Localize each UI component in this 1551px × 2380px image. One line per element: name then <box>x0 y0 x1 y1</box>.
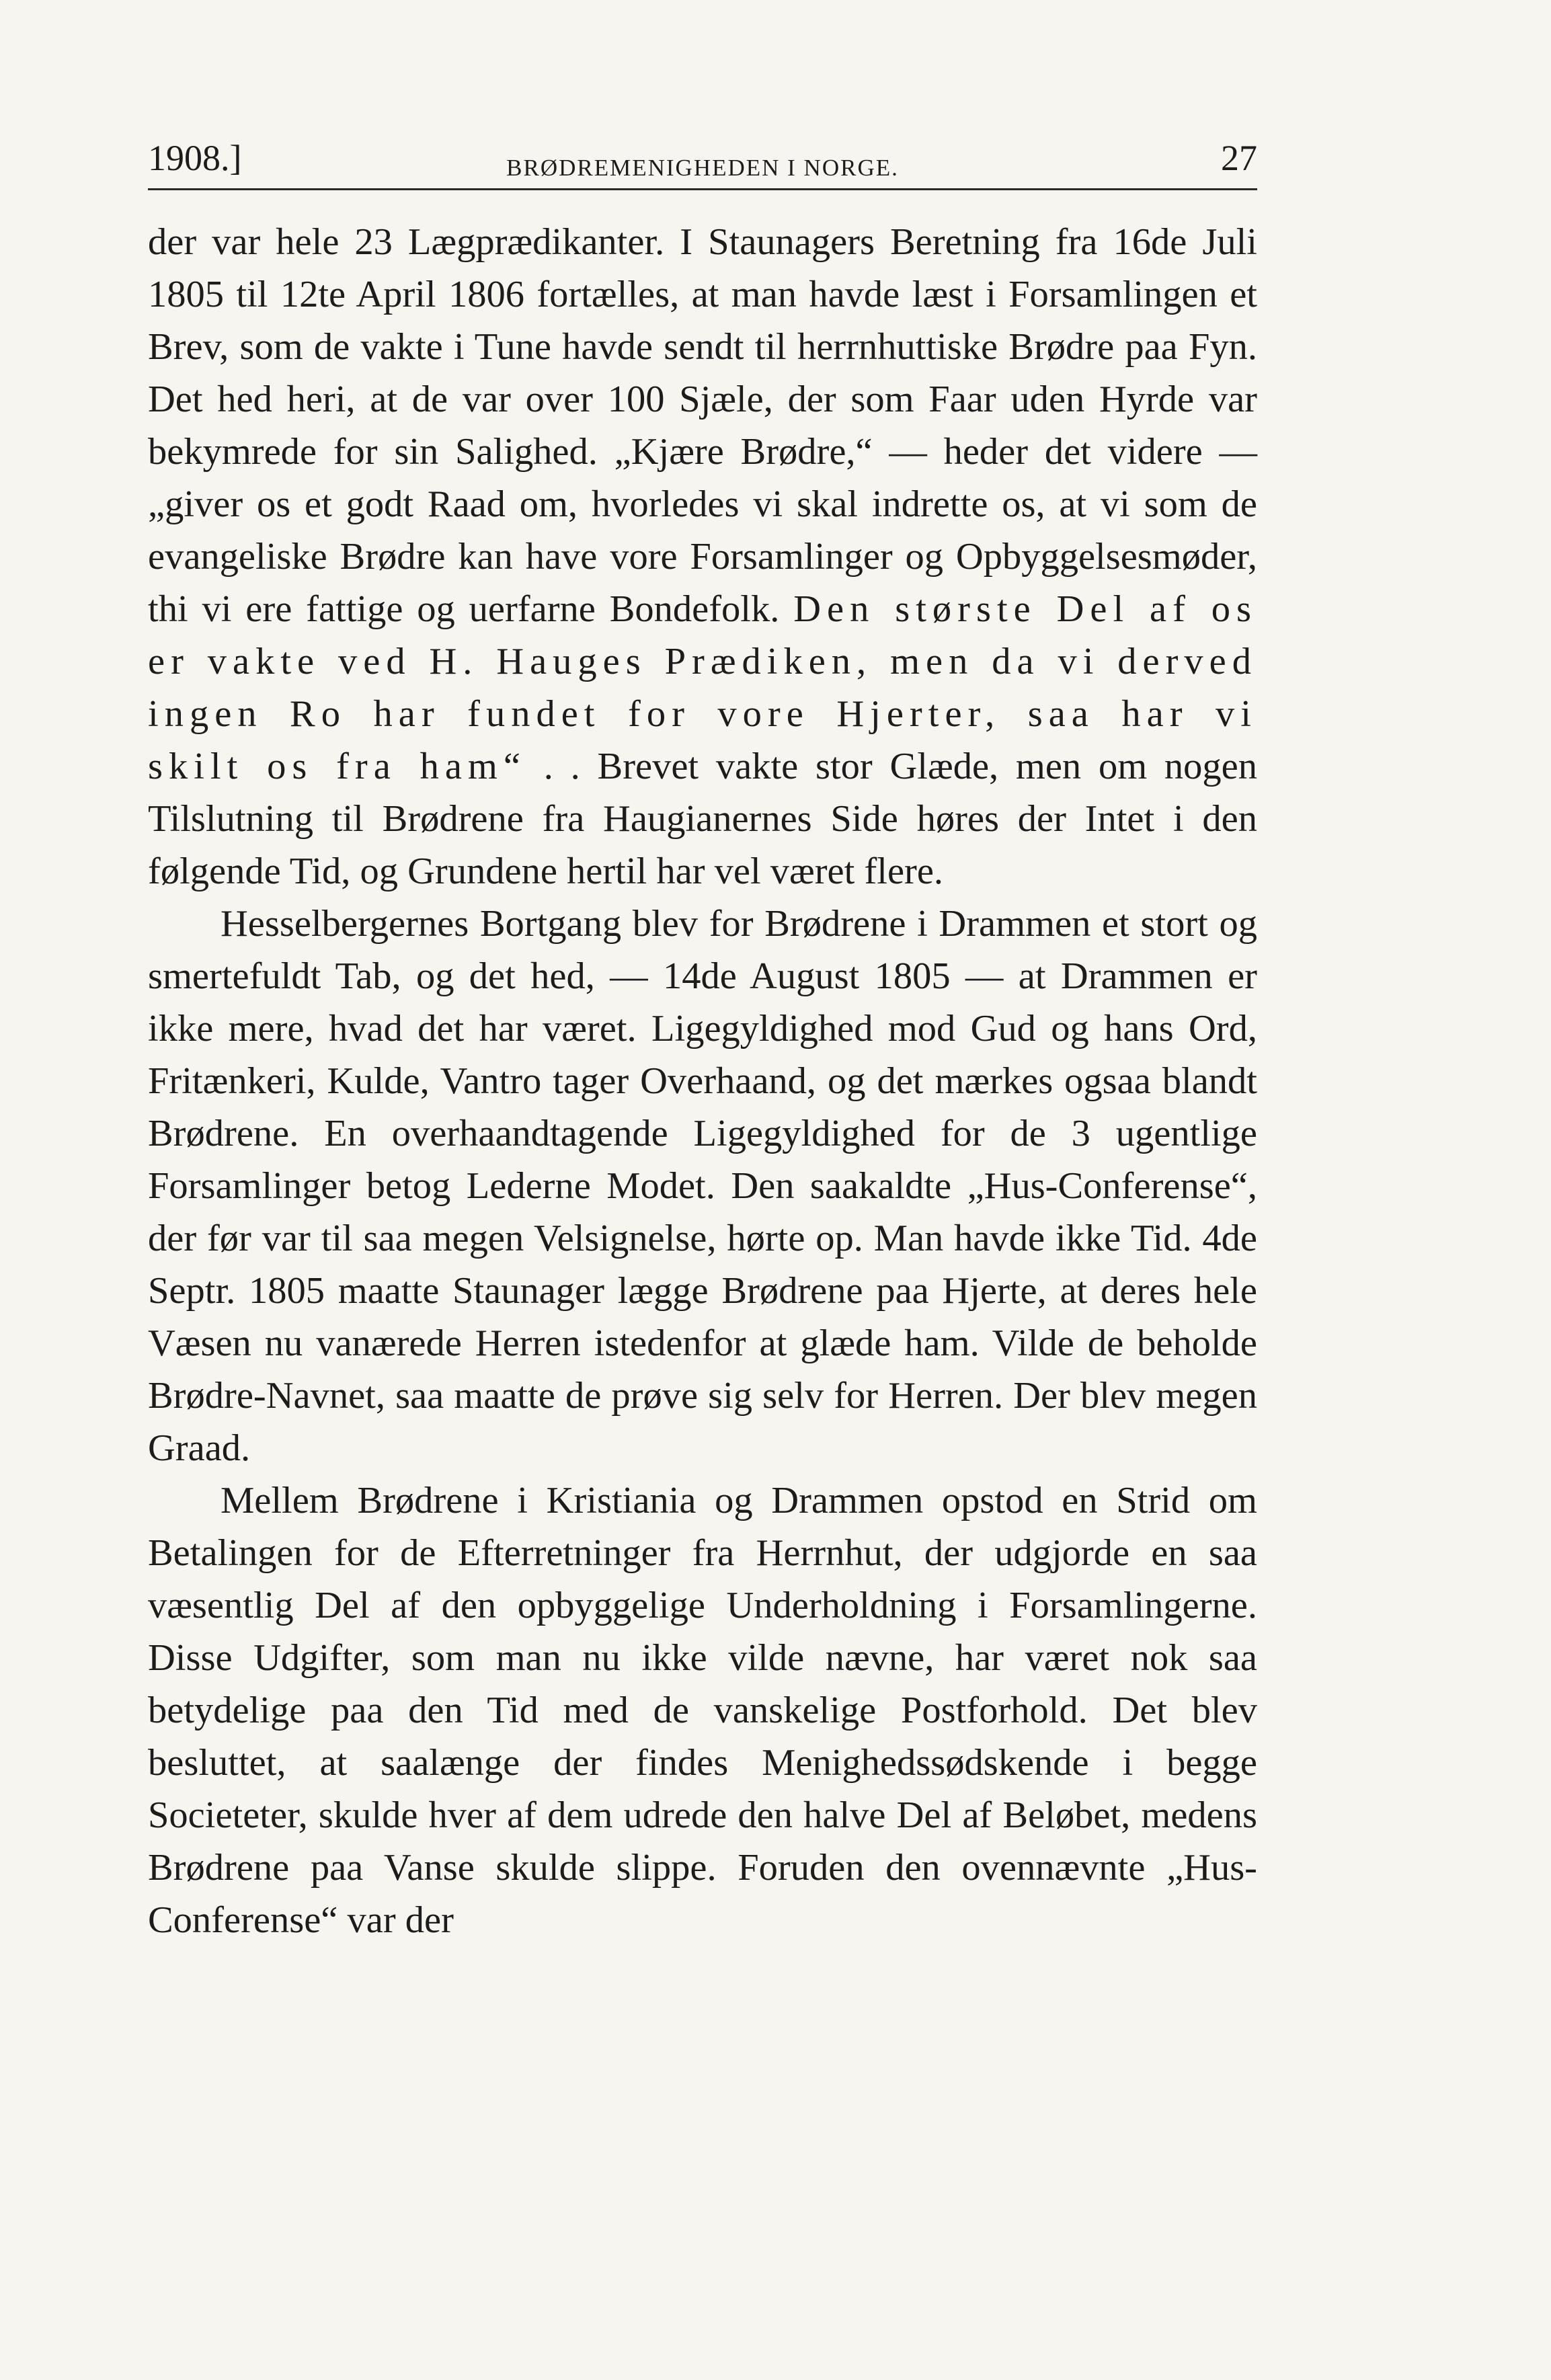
paragraph-1-text: der var hele 23 Lægprædikanter. I Staunagers Beretning fra 16de Juli 1805 til 12te April 1806 fortælles, at man havde læst i Forsamlingen et Brev, som de vakte i Tune havde sendt til herrnhuttiske Brødre paa Fyn. Det hed heri, at de var over 100 Sjæle, der som Faar uden Hyrde var bekymrede for sin Salighed. „Kjære Brødre,“ — heder det videre — „giver os et godt Raad om, hvorledes vi skal indrette os, at vi som de evangeliske Brødre kan have vore Forsamlinger og Opbyggelsesmøder, thi vi ere fattige og uerfarne Bondefolk. <box>148 221 1257 630</box>
paragraph-1-continuation: . . Brevet vakte stor Glæde, men om nogen Tilslutning til Brødrene fra Haugianernes Side høres der Intet i den følgende Tid, og Grundene hertil har vel været flere. <box>148 746 1257 892</box>
paragraph-2: Hesselbergernes Bortgang blev for Brødrene i Drammen et stort og smertefuldt Tab, og det hed, — 14de August 1805 — at Drammen er ikke mere, hvad det har været. Ligegyldighed mod Gud og hans Ord, Fritænkeri, Kulde, Vantro tager Overhaand, og det mærkes ogsaa blandt Brødrene. En overhaandtagende Ligegyldighed for de 3 ugentlige Forsamlinger betog Lederne Modet. Den saakaldte „Hus-Conferense“, der før var til saa megen Velsignelse, hørte op. Man havde ikke Tid. 4de Septr. 1805 maatte Staunager lægge Brødrene paa Hjerte, at deres hele Væsen nu vanærede Herren istedenfor at glæde ham. Vilde de beholde Brødre-Navnet, saa maatte de prøve sig selv for Herren. Der blev megen Graad. <box>148 903 1257 1469</box>
body-text <box>148 216 1257 1946</box>
paragraph-3: Mellem Brødrene i Kristiania og Drammen opstod en Strid om Betalingen for de Efterretninger fra Herrnhut, der udgjorde en saa væsentlig Del af den opbyggelige Underholdning i Forsamlingerne. Disse Udgifter, som man nu ikke vilde nævne, har været nok saa betydelige paa den Tid med de vanskelige Postforhold. Det blev besluttet, at saalænge der findes Menighedssødskende i begge Societeter, skulde hver af dem udrede den halve Del af Beløbet, medens Brødrene paa Vanse skulde slippe. Foruden den ovennævnte „Hus-Conferense“ var der <box>148 1480 1257 1941</box>
book-page <box>148 128 1257 1946</box>
paragraph-1 <box>148 216 1257 898</box>
running-header <box>148 128 1257 190</box>
page-number: 27 <box>1221 138 1257 178</box>
header-year: 1908.] <box>148 138 242 178</box>
header-title: BRØDREMENIGHEDEN I NORGE. <box>506 155 899 181</box>
spaced-quotation: Den største Del af os er vakte ved H. Hauges Prædiken, men da vi derved ingen Ro har fundet for vore Hjerter, saa har vi skilt os fra ham“ <box>148 588 1258 787</box>
